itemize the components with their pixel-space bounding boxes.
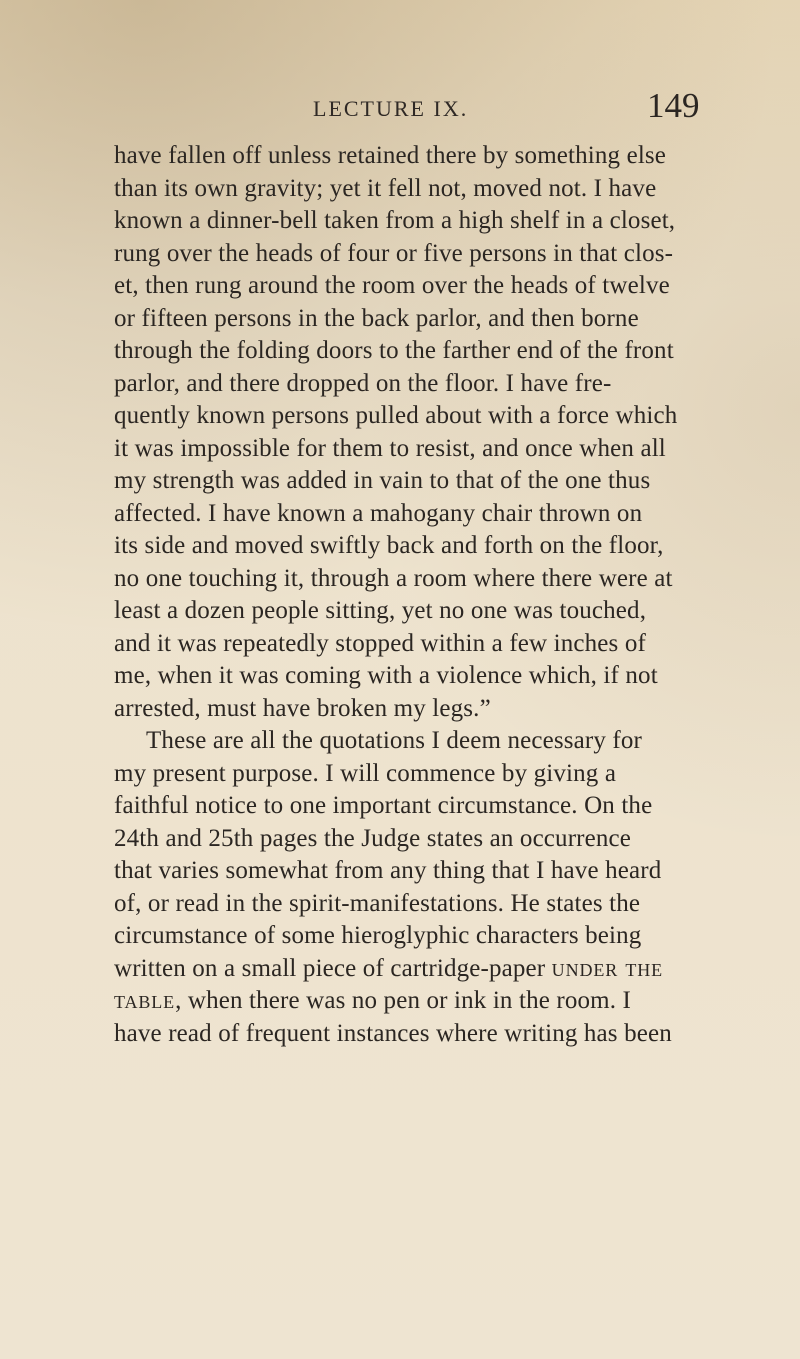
- text-line: et, then rung around the room over the heads of twelve: [114, 272, 670, 299]
- text-line: faithful notice to one important circumstance. On the: [114, 792, 653, 819]
- text-line: and it was repeatedly stopped within a few inches of: [114, 629, 646, 657]
- text-line: [114, 953, 712, 986]
- paragraph-first-line: These are all the quotations I deem necessary for: [146, 727, 643, 754]
- text-line: that varies somewhat from any thing that I have heard: [114, 857, 662, 884]
- body-text: [114, 140, 712, 1050]
- text-line: me, when it was coming with a violence which, if not: [114, 662, 658, 689]
- text-line: have read of frequent instances where writing has been: [114, 1019, 672, 1047]
- text-line-part: , when there was no pen or ink in the room. I: [175, 987, 632, 1014]
- small-caps-emphasis: under the: [551, 954, 664, 982]
- text-line: quently known persons pulled about with a force which: [114, 402, 678, 429]
- text-line: than its own gravity; yet it fell not, moved not. I have: [114, 174, 657, 202]
- text-line: parlor, and there dropped on the floor. I have fre-: [114, 369, 612, 397]
- text-line: of, or read in the spirit-manifestations. He states the: [114, 889, 641, 917]
- text-line: [114, 985, 712, 1018]
- text-line: 24th and 25th pages the Judge states an occurrence: [114, 824, 632, 852]
- text-line: no one touching it, through a room where there were at: [114, 564, 673, 592]
- text-line: have fallen off unless retained there by something else: [114, 142, 667, 169]
- text-line: it was impossible for them to resist, and once when all: [114, 434, 666, 462]
- text-line: my present purpose. I will commence by giving a: [114, 759, 617, 787]
- text-line-part: written on a small piece of cartridge-paper: [114, 954, 546, 982]
- running-head: LECTURE IX.: [313, 96, 469, 121]
- page-header: [0, 86, 800, 126]
- text-line: through the folding doors to the farther end of the front: [114, 337, 674, 364]
- page-number: 149: [647, 86, 700, 125]
- text-line: rung over the heads of four or five persons in that clos-: [114, 239, 674, 267]
- small-caps-emphasis: table: [114, 987, 176, 1014]
- text-line: known a dinner-bell taken from a high shelf in a closet,: [114, 207, 676, 234]
- text-line: or fifteen persons in the back parlor, and then borne: [114, 304, 639, 332]
- text-line: my strength was added in vain to that of the one thus: [114, 467, 651, 494]
- text-line: circumstance of some hieroglyphic characters being: [114, 922, 642, 949]
- text-line: arrested, must have broken my legs.”: [114, 694, 491, 722]
- text-line: its side and moved swiftly back and forth on the floor,: [114, 532, 664, 559]
- text-line: affected. I have known a mahogany chair thrown on: [114, 499, 643, 527]
- text-line: least a dozen people sitting, yet no one was touched,: [114, 597, 647, 624]
